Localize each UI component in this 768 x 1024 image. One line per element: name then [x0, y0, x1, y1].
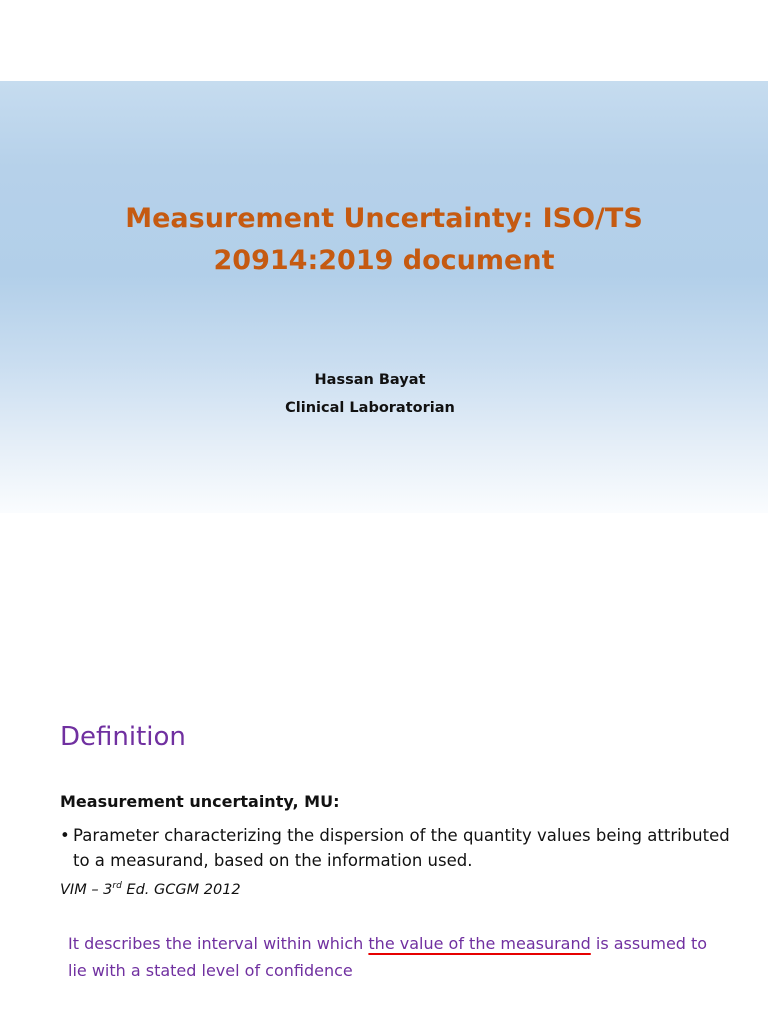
source-suffix: Ed. GCGM 2012 [121, 882, 241, 898]
bullet-text: Parameter characterizing the dispersion of the quantity values being attributed to a measurand, based on the information used. [73, 826, 730, 870]
source-citation [60, 879, 241, 901]
definition-slide [0, 593, 768, 1024]
source-superscript: rd [112, 881, 122, 892]
bullet-icon: • [60, 826, 70, 845]
note-text [68, 930, 728, 984]
note-after: is assumed to lie with a stated level of confidence [68, 934, 708, 980]
note-underlined: the value of the measurand [368, 934, 591, 953]
note-before: It describes the interval within which [68, 934, 369, 953]
slide-title-line-2: 20914:2019 document [213, 245, 555, 276]
author-block [0, 366, 740, 422]
author-role: Clinical Laboratorian [285, 400, 455, 416]
author-name: Hassan Bayat [314, 372, 426, 388]
slide-title [0, 198, 768, 282]
definition-bullet [60, 823, 740, 873]
slide-heading: Definition [60, 722, 186, 752]
title-slide [0, 81, 768, 513]
term-label: Measurement uncertainty, MU: [60, 792, 340, 811]
slide-title-line-1: Measurement Uncertainty: ISO/TS [125, 203, 643, 234]
source-prefix: VIM – 3 [60, 882, 113, 898]
